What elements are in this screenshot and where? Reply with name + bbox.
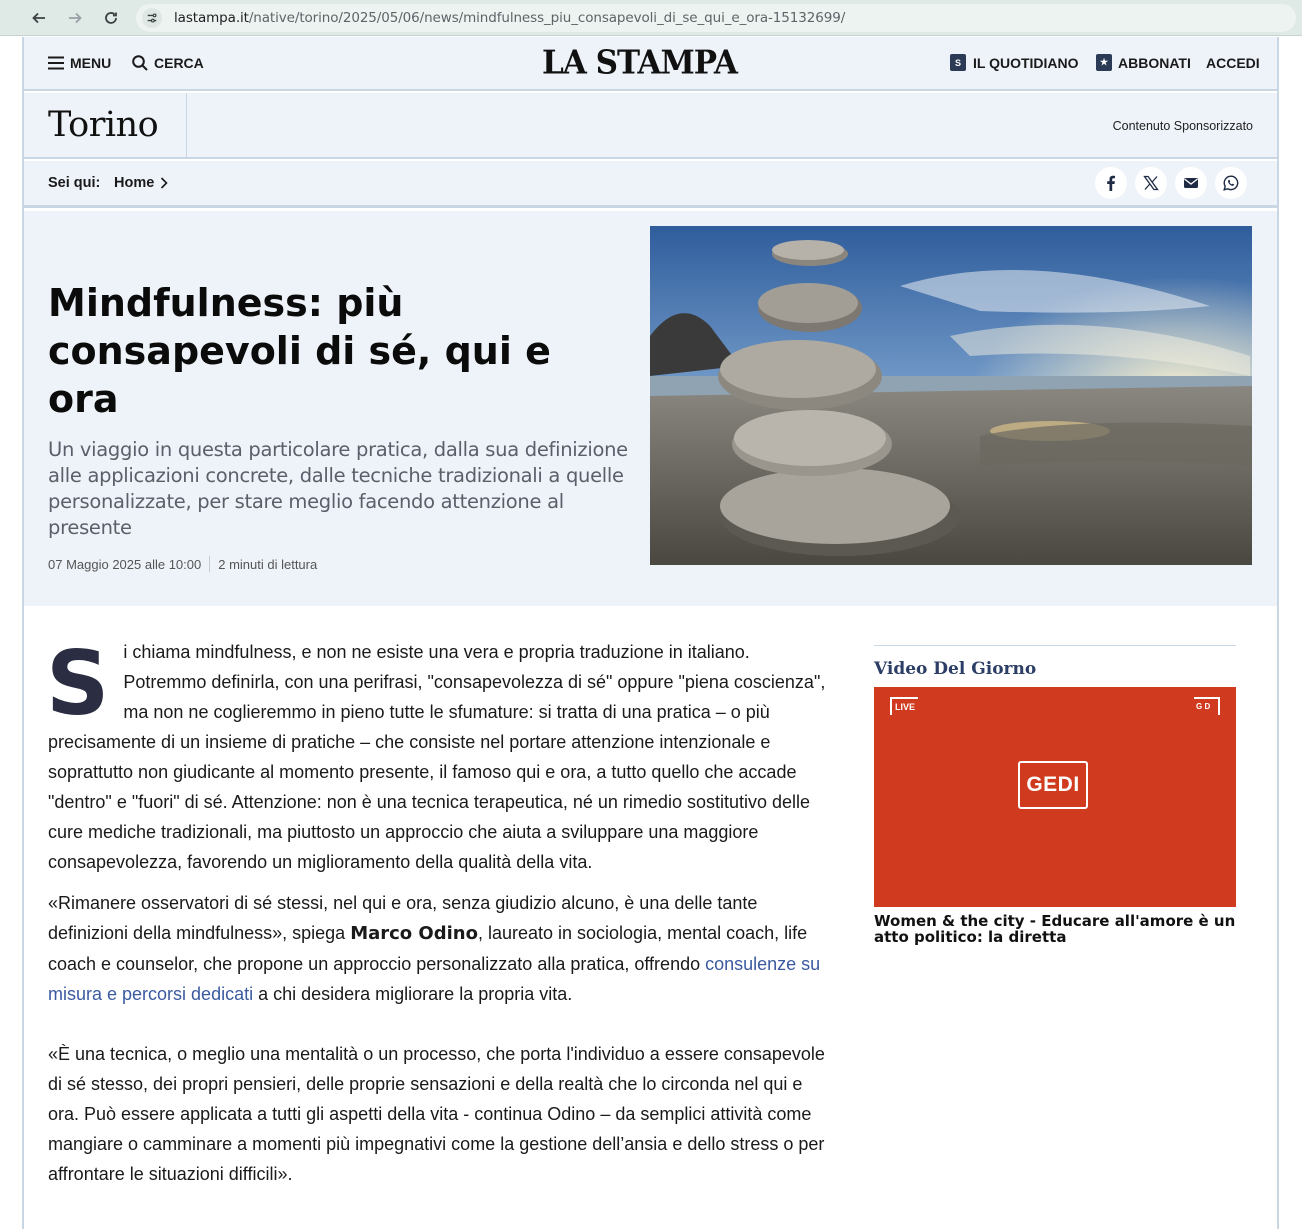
whatsapp-icon [1223,175,1239,191]
address-bar[interactable] [136,4,1296,32]
login-link[interactable]: ACCEDI [1206,55,1260,71]
article-paragraph: «È una tecnica, o meglio una mentalità o un processo, che porta l'individuo a essere consapevole di sé stesso, dei propri pensieri, delle proprie sensazioni e della realtà che lo circonda nel qui e ora. Può essere applicata a tutti gli aspetti della vita - continua Odino – da semplici attività come mangiare o camminare a momenti più impegnativi come la gestione dell’ansia e dello stress o per affrontare le situazioni difficili». [48,1044,825,1184]
breadcrumb-label: Sei qui: [48,175,101,191]
site-info-icon[interactable] [142,8,162,28]
article-meta [48,556,317,572]
share-x-button[interactable] [1135,167,1167,199]
abbonati-label: ABBONATI [1118,54,1191,71]
share-facebook-button[interactable] [1095,167,1127,199]
search-button[interactable] [132,55,204,71]
article-paragraph [46,632,828,877]
paragraph-2-text-c: a chi desidera migliorare la propria vita. [253,984,573,1004]
abbonati-link[interactable] [1096,54,1191,71]
email-icon [1183,175,1199,191]
breadcrumb-home-link[interactable] [114,175,168,191]
menu-label: MENU [70,55,112,71]
live-badge: LIVE [890,697,918,715]
hamburger-icon [48,56,64,70]
share-whatsapp-button[interactable] [1215,167,1247,199]
paragraph-2-text-b: , laureato in sociologia, mental coach, life coach e counselor, che propone un approccio personalizzato alla pratica, offrendo [48,923,808,974]
article-date: 07 Maggio 2025 alle 10:00 [48,556,202,572]
url-host: lastampa.it [174,10,249,26]
read-time: 2 minuti di lettura [218,556,318,572]
breadcrumb [24,161,1277,208]
divider [874,645,1236,646]
person-name: Marco Odino [350,923,478,944]
article-subhead: Un viaggio in questa particolare pratica, dalla sua definizione alle applicazioni concrete, dalle tecniche tradizionali a quelle personalizzate, per stare meglio facendo attenzione al presente [48,438,628,539]
site-logo[interactable]: LA STAMPA [542,44,737,82]
article-paragraph [48,888,828,1009]
drop-cap: S [46,632,110,735]
breadcrumb-home-label: Home [114,175,155,191]
quotidiano-link[interactable] [950,54,1079,71]
article-headline: Mindfulness: più consapevoli di sé, qui e ora [48,281,551,421]
x-icon [1143,175,1159,191]
hero-image-stacked-stones [650,226,1252,565]
chevron-right-icon [160,177,168,189]
back-button[interactable] [27,6,51,30]
sponsored-label: Contenuto Sponsorizzato [1112,119,1253,133]
paragraph-1-text: i chiama mindfulness, e non ne esiste una vera e propria traduzione in italiano. Potremmo definirla, con una perifrasi, "consapevolezza di sé" oppure "piena coscienza", ma non ne coglieremmo in pieno tutte le sfumature: si tratta di una pratica – o più precisamente di un insieme di pratiche – che consiste nel portare attenzione intenzionale e soprattutto non giudicante al momento presente, il famoso qui e ora, a tutto quello che accade "dentro" e "fuori" di sé. Attenzione: non è una tecnica terapeutica, né un rimedio sostitutivo delle cure mediche tradizionali, ma piuttosto un approccio che aiuta a sviluppare una maggiore consapevolezza, favorendo un miglioramento della qualità della vita. [48,642,826,872]
section-title[interactable]: Torino [48,105,159,145]
paragraph-2-text-a: «Rimanere osservatori di sé stessi, nel qui e ora, senza giudizio alcuno, è una delle tante definizioni della mindfulness», spiega [48,893,758,943]
arrow-right-icon [67,10,83,26]
divider [186,93,187,157]
search-label: CERCA [154,55,204,71]
star-icon: ★ [1096,54,1112,71]
section-header [24,93,1277,159]
consulenze-link[interactable]: consulenze su misura e percorsi dedicati [48,954,821,1004]
reload-button[interactable] [99,6,123,30]
url-text[interactable] [174,10,845,26]
site-header [24,37,1277,91]
gedi-logo: GEDI [1018,761,1088,809]
reload-icon [103,10,119,26]
video-player[interactable] [874,687,1236,907]
share-buttons [1095,167,1247,199]
facebook-icon [1103,175,1119,191]
arrow-left-icon [31,10,47,26]
menu-button[interactable] [48,55,111,71]
search-icon [132,55,148,71]
newspaper-icon: S [950,54,966,71]
forward-button[interactable] [63,6,87,30]
gd-badge: G D [1194,697,1220,715]
article-hero [24,211,1277,606]
browser-toolbar [0,0,1302,36]
quotidiano-label: IL QUOTIDIANO [973,54,1079,71]
share-email-button[interactable] [1175,167,1207,199]
page [22,37,1279,1229]
url-path: /native/torino/2025/05/06/news/mindfulness_piu_consapevoli_di_se_qui_e_ora-15132699/ [248,10,846,26]
article-body [46,632,828,1200]
video-section-title: Video Del Giorno [874,659,1037,679]
meta-divider [209,556,210,572]
video-caption-link[interactable]: Women & the city - Educare all'amore è un atto politico: la diretta [874,912,1236,946]
sidebar [874,645,1236,945]
